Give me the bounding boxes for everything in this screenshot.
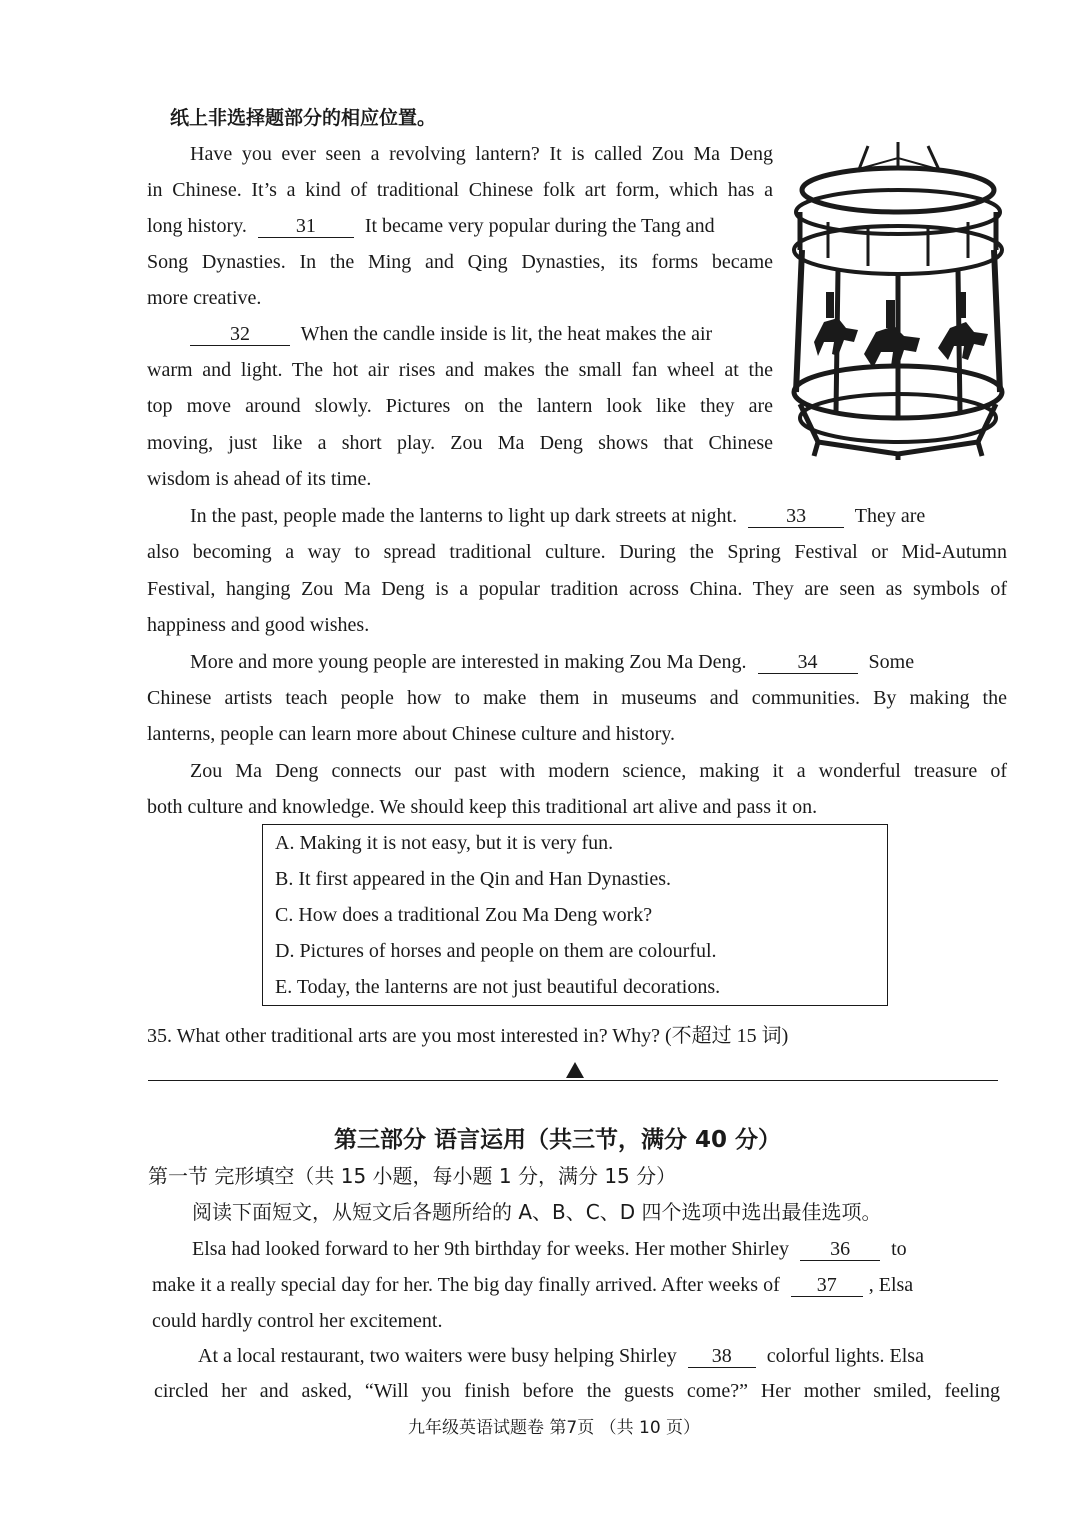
p1-line1: Have you ever seen a revolving lantern? It is called Zou Ma Deng — [190, 143, 773, 165]
p4-line2: Chinese artists teach people how to make them in museums and communities. By making the — [147, 687, 1007, 709]
cloze-p1-line2-end: , Elsa — [868, 1274, 914, 1296]
p4-line1 — [190, 648, 1007, 676]
p2-line4: moving, just like a short play. Zou Ma Deng shows that Chinese — [147, 432, 773, 454]
p1-line2: in Chinese. It’s a kind of traditional Chinese folk art form, which has a — [147, 179, 773, 201]
cloze-p2-line1-end: colorful lights. Elsa — [766, 1345, 924, 1367]
cloze-p1-line1-end: to — [891, 1238, 907, 1260]
blank-33: 33 — [748, 505, 844, 528]
p2-line1 — [190, 320, 773, 348]
p4-line1-end: Some — [868, 651, 915, 673]
options-box — [262, 824, 888, 1006]
cloze-p1-line2 — [152, 1271, 1002, 1299]
blank-34: 34 — [758, 651, 858, 674]
part3-section1: 第一节 完形填空（共 15 小题，每小题 1 分，满分 15 分） — [148, 1164, 677, 1188]
p2-line3: top move around slowly. Pictures on the lantern look like they are — [147, 395, 773, 417]
cloze-p2-line1-start: At a local restaurant, two waiters were busy helping Shirley — [198, 1345, 677, 1367]
option-d: D. Pictures of horses and people on them are colourful. — [275, 940, 717, 962]
part3-title: 第三部分 语言运用（共三节，满分 40 分） — [334, 1127, 782, 1153]
option-a: A. Making it is not easy, but it is very fun. — [275, 832, 614, 854]
p2-line5: wisdom is ahead of its time. — [147, 468, 372, 490]
p3-line1 — [190, 502, 1007, 530]
p5-line1: Zou Ma Deng connects our past with modern science, making it a wonderful treasure of — [190, 760, 1007, 782]
p1-line4: Song Dynasties. In the Ming and Qing Dynasties, its forms became — [147, 251, 773, 273]
answer-marker-triangle-icon — [566, 1062, 584, 1078]
p1-line3-end: It became very popular during the Tang and — [364, 215, 715, 237]
p3-line4: happiness and good wishes. — [147, 614, 370, 636]
blank-32: 32 — [190, 323, 290, 346]
p4-line3: lanterns, people can learn more about Chinese culture and history. — [147, 723, 675, 745]
p1-line3 — [147, 212, 773, 240]
p2-line2: warm and light. The hot air rises and makes the small fan wheel at the — [147, 359, 773, 381]
option-b: B. It first appeared in the Qin and Han Dynasties. — [275, 868, 672, 890]
question-35: 35. What other traditional arts are you most interested in? Why? (不超过 15 词) — [147, 1025, 789, 1047]
p1-line3-start: long history. — [147, 215, 247, 237]
blank-38: 38 — [688, 1345, 756, 1368]
blank-37: 37 — [791, 1274, 863, 1297]
revolving-lantern-illustration — [788, 142, 1006, 460]
p3-line1-end: They are — [854, 505, 926, 527]
p4-line1-start: More and more young people are interested in making Zou Ma Deng. — [190, 651, 747, 673]
cloze-p1-line1-start: Elsa had looked forward to her 9th birthday for weeks. Her mother Shirley — [192, 1238, 790, 1260]
part3-instruction: 阅读下面短文，从短文后各题所给的 A、B、C、D 四个选项中选出最佳选项。 — [192, 1200, 882, 1224]
header-fragment: 纸上非选择题部分的相应位置。 — [170, 107, 437, 129]
p2-line1-end: When the candle inside is lit, the heat makes the air — [300, 323, 713, 345]
answer-line — [148, 1080, 998, 1081]
p3-line3: Festival, hanging Zou Ma Deng is a popular tradition across China. They are seen as symbols of — [147, 578, 1007, 600]
p1-line5: more creative. — [147, 287, 262, 309]
page-footer: 九年级英语试题卷 第7页 （共 10 页） — [408, 1418, 701, 1438]
cloze-p1-line2-start: make it a really special day for her. The big day finally arrived. After weeks of — [152, 1274, 780, 1296]
blank-36: 36 — [800, 1238, 880, 1261]
blank-31: 31 — [258, 215, 354, 238]
option-c: C. How does a traditional Zou Ma Deng work? — [275, 904, 653, 926]
cloze-p1-line3: could hardly control her excitement. — [152, 1310, 443, 1332]
p5-line2: both culture and knowledge. We should keep this traditional art alive and pass it on. — [147, 796, 818, 818]
cloze-p1-line1 — [192, 1235, 1002, 1263]
p3-line1-start: In the past, people made the lanterns to light up dark streets at night. — [190, 505, 738, 527]
p3-line2: also becoming a way to spread traditional culture. During the Spring Festival or Mid-Autumn — [147, 541, 1007, 563]
cloze-p2-line2: circled her and asked, “Will you finish before the guests come?” Her mother smiled, feeling — [154, 1380, 1000, 1402]
cloze-p2-line1 — [198, 1342, 1000, 1370]
option-e: E. Today, the lanterns are not just beautiful decorations. — [275, 976, 721, 998]
